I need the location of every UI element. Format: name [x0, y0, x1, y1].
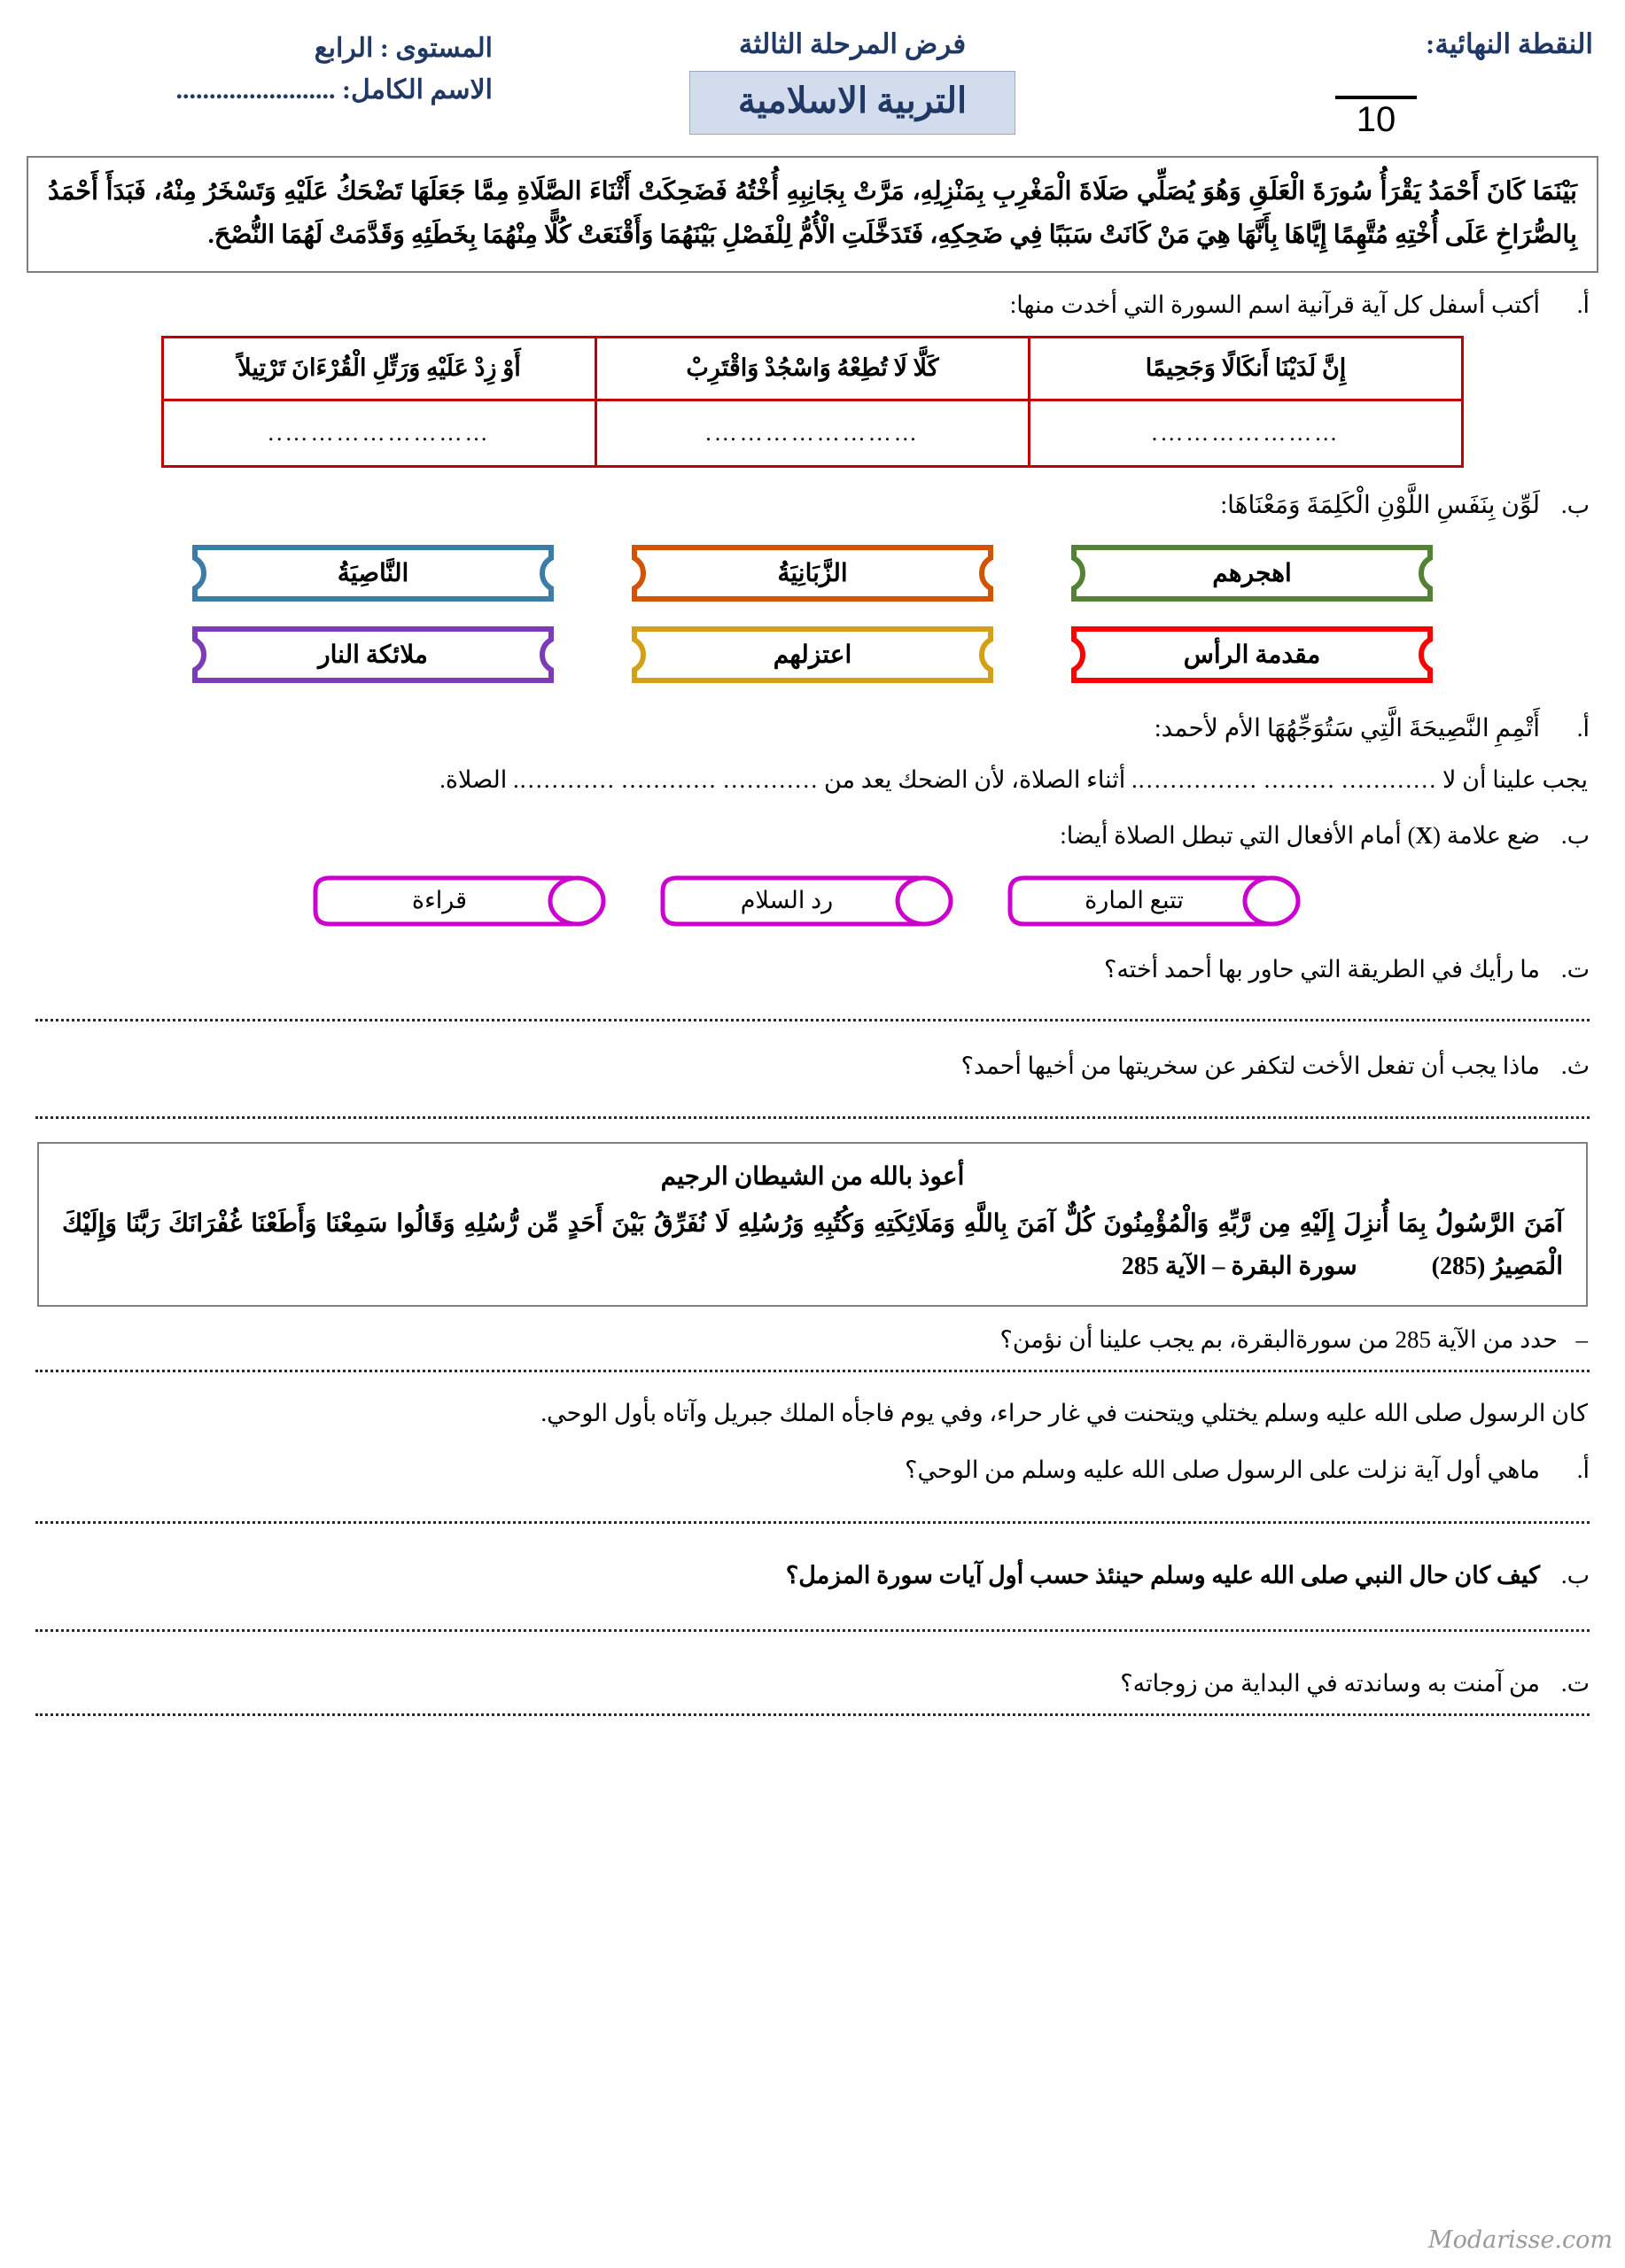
question-3-text: أَتْمِمِ النَّصِيحَةَ الَّتِي سَتُوَجِّهُهَا الأم لأحمد: — [1154, 714, 1540, 742]
narration-paragraph: كان الرسول صلى الله عليه وسلم يختلي ويتحنت في غار حراء، وفي يوم فاجأه الملك جبريل وآتاه بأول الوحي. — [540, 1400, 1588, 1427]
question-7-text: حدد من الآية 285 من سورةالبقرة، بم يجب علينا أن نؤمن؟ — [999, 1326, 1558, 1354]
question-10-text: من آمنت به وساندته في البداية من زوجاته؟ — [1120, 1669, 1540, 1697]
word-box[interactable] — [631, 544, 994, 602]
word-box[interactable] — [631, 625, 994, 684]
word-box-label: النَّاصِيَةُ — [337, 559, 409, 587]
question-1-text: أكتب أسفل كل آية قرآنية اسم السورة التي أخدت منها: — [1009, 291, 1540, 319]
question-4-text — [35, 818, 1540, 854]
question-4-text-before: ضع علامة ( — [1433, 822, 1540, 850]
subject-title: التربية الاسلامية — [689, 71, 1015, 135]
ayah-ref-prefix: سورة — [1292, 1253, 1357, 1281]
word-box[interactable] — [191, 625, 555, 684]
score-fraction — [1335, 76, 1417, 138]
word-box[interactable] — [191, 544, 555, 602]
question-7-dash: – — [1575, 1326, 1588, 1354]
question-8 — [35, 1452, 1590, 1488]
question-9 — [35, 1557, 1590, 1594]
question-9-text-plain: كيف كان حال النبي صلى الله عليه وسلم حينئذ حسب أول آيات — [932, 1562, 1540, 1589]
word-box-label: ملائكة النار — [318, 641, 428, 669]
verse-cell-1: إِنَّ لَدَيْنَا أَنكَالًا وَجَحِيمًا — [1030, 337, 1463, 400]
question-9-label: ب. — [1560, 1562, 1590, 1589]
question-8-label: أ. — [1576, 1456, 1590, 1483]
ayah-text — [62, 1203, 1563, 1289]
question-2-text: لَوِّن بِنَفَسِ اللَّوْنِ الْكَلِمَةَ وَمَعْنَاهَا: — [1220, 491, 1540, 519]
question-6-label: ث. — [1560, 1052, 1590, 1080]
ayah-box — [37, 1142, 1588, 1307]
ayah-ref-number: 285 — [1121, 1253, 1159, 1281]
ayah-body: آمَنَ الرَّسُولُ بِمَا أُنزِلَ إِلَيْهِ مِن رَّبِّهِ وَالْمُؤْمِنُونَ كُلٌّ آمَنَ بِاللَّهِ وَمَلَائِكَتِهِ وَكُتُبِهِ وَرُسُلِهِ لَا نُفَرِّقُ بَيْنَ أَحَدٍ مِّن رُّسُلِهِ وَقَالُوا سَمِعْنَا وَأَطَعْنَا غُفْرَانَكَ رَبَّنَا وَإِلَيْكَ الْمَصِيرُ — [62, 1209, 1563, 1281]
question-1-label: أ. — [1576, 291, 1590, 319]
page-header — [0, 0, 1625, 151]
answer-line-q8[interactable] — [35, 1519, 1590, 1524]
question-3-fill-sentence[interactable]: يجب علينا أن لا ………… ……… ……………. أثناء الصلاة، لأن الضحك يعد من ………… ………… …………. الصلاة. — [439, 765, 1588, 793]
question-2 — [35, 487, 1590, 524]
answer-cell-2[interactable]: ……………………. — [596, 400, 1030, 466]
answer-cell-1[interactable]: …………………. — [1030, 400, 1463, 466]
verse-cell-3: أَوْ زِدْ عَلَيْهِ وَرَتِّلِ الْقُرْءَانَ تَرْتِيلاً — [163, 337, 596, 400]
word-box[interactable] — [1070, 625, 1434, 684]
word-box-row-1 — [0, 544, 1625, 602]
score-denominator: 10 — [1356, 100, 1396, 139]
answer-line-q6[interactable] — [35, 1115, 1590, 1119]
question-5 — [35, 951, 1590, 988]
question-8-text: ماهي أول آية نزلت على الرسول صلى الله عليه وسلم من الوحي؟ — [905, 1456, 1540, 1483]
question-1 — [35, 287, 1590, 323]
checkbox-options-row — [0, 874, 1625, 928]
verse-cell-2: كَلَّا لَا تُطِعْهُ وَاسْجُدْ وَاقْتَرِبْ — [596, 337, 1030, 400]
question-5-text: ما رأيك في الطريقة التي حاور بها أحمد أخته؟ — [1103, 955, 1540, 983]
reading-passage: بَيْنَمَا كَانَ أَحْمَدُ يَقْرَأُ سُورَةَ الْعَلَقِ وَهُوَ يُصَلِّي صَلَاةَ الْمَغْرِبِ بِمَنْزِلِهِ، مَرَّتْ بِجَانِبِهِ أُخْتُهُ فَضَحِكَتْ أَثْنَاءَ الصَّلَاةِ مِمَّا جَعَلَهَا تَضْحَكُ عَلَيْهِ وَتَسْخَرُ مِنْهُ، فَبَدَأَ أَحْمَدُ بِالصُّرَاخِ عَلَى أُخْتِهِ مُتَّهِمًا إِيَّاهَا بِأَنَّهَا هِيَ مَنْ كَانَتْ سَبَبًا فِي ضَحِكِهِ، فَتَدَخَّلَتِ الْأُمُّ لِلْفَصْلِ بَيْنَهُمَا وَأَقْنَعَتْ كُلًّا مِنْهُمَا بِخَطَئِهِ وَقَدَّمَتْ لَهُمَا النُّصْحَ. — [27, 156, 1598, 273]
question-10 — [35, 1666, 1590, 1702]
question-3 — [35, 711, 1590, 748]
question-7 — [37, 1326, 1588, 1354]
header-right-block — [32, 23, 493, 111]
checkbox-option[interactable] — [310, 874, 620, 928]
answer-line-q9[interactable] — [35, 1627, 1590, 1632]
ayah-ref-surah: البقرة — [1231, 1253, 1293, 1281]
checkbox-option-label: رد السلام — [740, 887, 834, 914]
score-numerator[interactable] — [1335, 76, 1417, 96]
verse-table — [161, 336, 1464, 468]
student-name-field[interactable]: الاسم الكامل: ........................ — [175, 74, 493, 105]
answer-line-q10[interactable] — [35, 1712, 1590, 1716]
istiaadha-text: أعوذ بالله من الشيطان الرجيم — [660, 1162, 965, 1191]
ayah-ref-suffix: – الآية — [1158, 1253, 1232, 1281]
question-9-surah: سورة المزمل؟ — [785, 1562, 933, 1589]
checkbox-option[interactable] — [1005, 874, 1315, 928]
word-box-row-2 — [0, 625, 1625, 684]
exam-stage-label: فرض المرحلة الثالثة — [738, 28, 967, 59]
question-2-label: ب. — [1560, 491, 1590, 518]
question-6-text: ماذا يجب أن تفعل الأخت لتكفر عن سخريتها من أخيها أحمد؟ — [960, 1052, 1540, 1080]
checkbox-option[interactable] — [657, 874, 968, 928]
word-box-label: الزَّبَانِيَةُ — [777, 559, 848, 587]
question-6 — [35, 1048, 1590, 1084]
answer-cell-3[interactable]: …………………….. — [163, 400, 596, 466]
question-4-label: ب. — [1560, 822, 1590, 850]
word-box-label: اهجرهم — [1212, 559, 1292, 587]
checkbox-option-label: قراءة — [411, 887, 468, 914]
word-box[interactable] — [1070, 544, 1434, 602]
x-mark-glyph: X — [1415, 822, 1434, 850]
question-9-text — [35, 1557, 1540, 1594]
final-mark-label: النقطة النهائية: — [1426, 28, 1593, 59]
header-center-block — [493, 23, 1212, 135]
word-box-label: اعتزلهم — [773, 641, 852, 669]
word-box-label: مقدمة الرأس — [1183, 641, 1321, 669]
table-row — [163, 337, 1463, 400]
question-5-label: ت. — [1560, 955, 1590, 983]
question-3-label: أ. — [1576, 714, 1590, 742]
ayah-number: (285) — [1431, 1253, 1486, 1281]
answer-line-q5[interactable] — [35, 1017, 1590, 1021]
question-4 — [35, 818, 1590, 854]
answer-line-q7[interactable] — [35, 1368, 1590, 1372]
table-row — [163, 400, 1463, 466]
site-watermark: Modarisse.com — [1427, 2226, 1613, 2254]
question-10-label: ت. — [1560, 1669, 1590, 1697]
question-4-text-after: ) أمام الأفعال التي تبطل الصلاة أيضا: — [1060, 822, 1416, 850]
header-left-block — [1212, 23, 1593, 138]
level-label: المستوى : الرابع — [314, 34, 493, 63]
checkbox-option-label: تتبع المارة — [1085, 887, 1184, 914]
